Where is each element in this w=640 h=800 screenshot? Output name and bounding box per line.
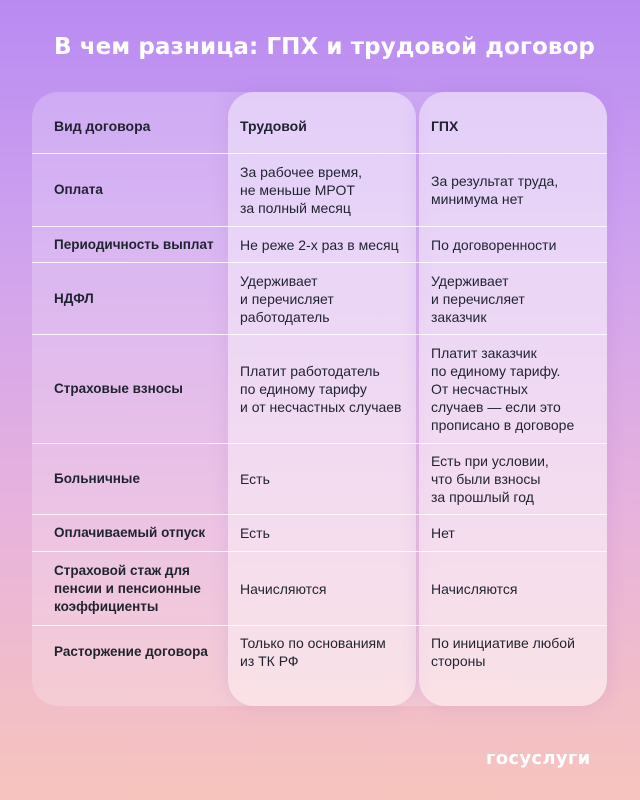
labor-vacation: Есть (240, 525, 270, 541)
header-labor: Трудовой (240, 118, 307, 134)
gph-insurance: Платит заказчик по единому тарифу. От несчастных случаев — если это прописано в договоре (431, 345, 575, 433)
row-label-insurance: Страховые взносы (54, 381, 183, 396)
labor-payment: За рабочее время, не меньше МРОТ за полный месяц (240, 164, 363, 216)
row-label-termination: Расторжение договора (54, 644, 208, 659)
labor-pension: Начисляются (240, 580, 327, 597)
row-label-income-tax: НДФЛ (54, 290, 94, 306)
gph-vacation: Нет (431, 525, 455, 541)
page-title: В чем разница: ГПХ и трудовой договор (54, 34, 595, 60)
gph-pension: Начисляются (431, 580, 518, 597)
labor-sick-leave: Есть (240, 471, 270, 487)
row-label-pay-frequency: Периодичность выплат (54, 236, 214, 252)
header-contract-type: Вид договора (54, 118, 151, 134)
labor-income-tax: Удерживает и перечисляет работодатель (240, 272, 334, 325)
gph-income-tax: Удерживает и перечисляет заказчик (431, 272, 525, 325)
labor-pay-frequency: Не реже 2-х раз в месяц (240, 236, 399, 253)
row-label-pension: Страховой стаж для пенсии и пенсионные коэффициенты (54, 562, 201, 614)
gph-sick-leave: Есть при условии, что были взносы за прошлый год (431, 453, 549, 505)
gph-pay-frequency: По договоренности (431, 236, 557, 253)
labor-termination: Только по основаниям из ТК РФ (240, 635, 386, 669)
row-label-sick-leave: Больничные (54, 471, 140, 486)
labor-insurance: Платит работодатель по единому тарифу и от несчастных случаев (240, 363, 402, 415)
gph-payment: За результат труда, минимума нет (431, 173, 559, 207)
gosuslugi-logo: госуслуги (486, 748, 591, 769)
header-gph: ГПХ (431, 118, 459, 134)
gph-termination: По инициативе любой стороны (431, 635, 575, 669)
row-label-payment: Оплата (54, 182, 103, 197)
row-label-vacation: Оплачиваемый отпуск (54, 525, 206, 540)
